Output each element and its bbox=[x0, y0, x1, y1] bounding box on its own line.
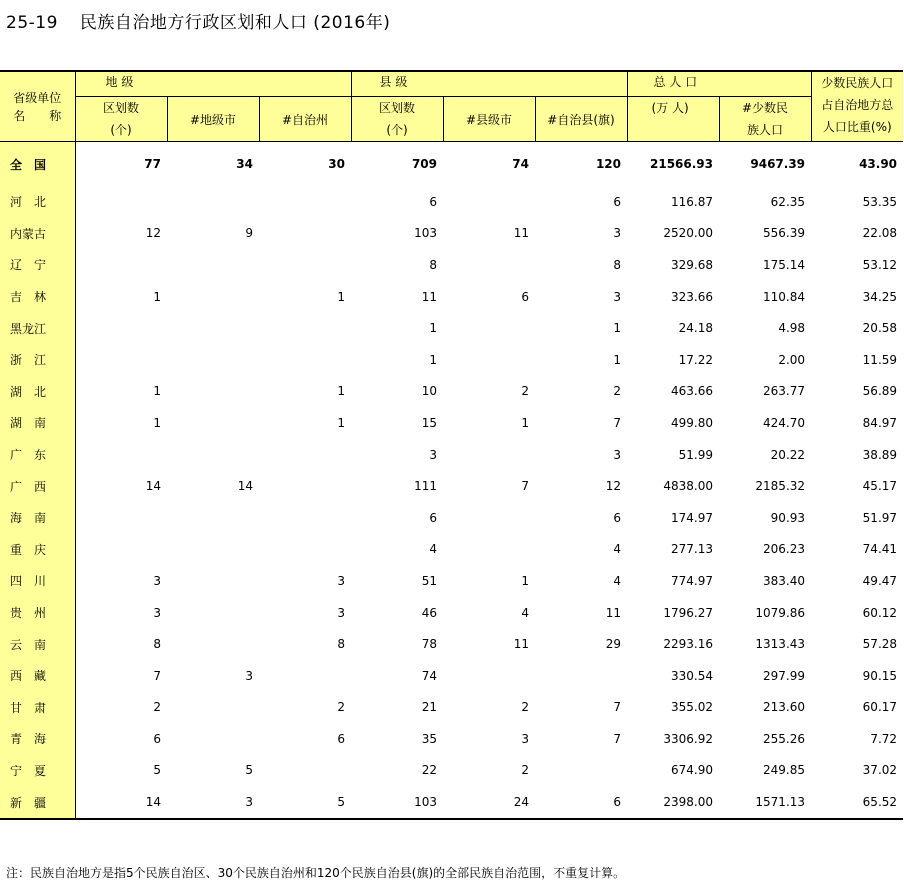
header-prefecture-count-line2: (个) bbox=[110, 123, 132, 137]
header-total-pop-group bbox=[627, 71, 811, 97]
minority-population-cell: 213.60 bbox=[763, 700, 806, 715]
county-count-cell: 51 bbox=[421, 573, 437, 588]
minority-population-cell: 263.77 bbox=[763, 384, 806, 399]
county-count-cell: 111 bbox=[414, 479, 437, 494]
autonomous-county-count-cell: 11 bbox=[605, 605, 622, 620]
total-population-cell: 2293.16 bbox=[663, 637, 714, 652]
county-count-cell: 21 bbox=[421, 700, 437, 715]
prefecture-city-count-cell bbox=[167, 186, 259, 218]
minority-population-cell: 1313.43 bbox=[755, 637, 806, 652]
header-province bbox=[0, 71, 75, 142]
autonomous-county-count-cell: 6 bbox=[613, 194, 622, 209]
autonomous-county-count-cell: 1 bbox=[613, 352, 622, 367]
county-city-count-cell: 2 bbox=[521, 700, 529, 715]
county-count-cell: 1 bbox=[429, 352, 437, 367]
table-row bbox=[0, 439, 903, 471]
total-population-cell: 3306.92 bbox=[663, 731, 714, 746]
table-row bbox=[0, 723, 903, 755]
minority-population-cell: 9467.39 bbox=[750, 157, 806, 171]
county-count-cell: 3 bbox=[429, 447, 437, 462]
prefecture-count-cell: 2 bbox=[153, 700, 161, 715]
autonomous-prefecture-count-cell: 6 bbox=[337, 731, 345, 746]
table-row bbox=[0, 502, 903, 534]
prefecture-count-cell: 3 bbox=[153, 573, 161, 588]
county-city-count-cell bbox=[443, 502, 535, 534]
table-row bbox=[0, 186, 903, 218]
county-city-count-cell: 3 bbox=[521, 731, 529, 746]
table-body bbox=[0, 142, 903, 819]
prefecture-count-cell: 7 bbox=[153, 668, 161, 683]
minority-population-cell: 249.85 bbox=[763, 763, 806, 778]
total-population-cell: 1796.27 bbox=[663, 605, 714, 620]
prefecture-city-count-cell bbox=[167, 502, 259, 534]
table-row bbox=[0, 281, 903, 313]
total-population-cell: 774.97 bbox=[671, 573, 714, 588]
province-name: 四 川 bbox=[0, 565, 75, 597]
province-name: 黑龙江 bbox=[0, 312, 75, 344]
prefecture-city-count-cell bbox=[167, 628, 259, 660]
autonomous-county-count-cell: 120 bbox=[595, 157, 622, 171]
minority-ratio-cell: 7.72 bbox=[870, 731, 898, 746]
autonomous-county-count-cell bbox=[535, 755, 627, 787]
prefecture-count-cell bbox=[75, 439, 167, 471]
minority-population-cell: 424.70 bbox=[763, 415, 806, 430]
table-row bbox=[0, 249, 903, 281]
minority-ratio-cell: 38.89 bbox=[862, 447, 898, 462]
autonomous-prefecture-count-cell bbox=[259, 186, 351, 218]
prefecture-count-cell: 14 bbox=[75, 786, 167, 819]
autonomous-prefecture-count-cell: 30 bbox=[328, 157, 345, 171]
county-city-count-cell: 24 bbox=[443, 786, 535, 819]
minority-population-cell: 2185.32 bbox=[755, 479, 806, 494]
minority-population-cell: 1571.13 bbox=[719, 786, 811, 819]
province-name: 甘 肃 bbox=[0, 692, 75, 724]
header-ratio-line3: 人口比重(%) bbox=[822, 120, 892, 134]
province-name: 广 东 bbox=[0, 439, 75, 471]
autonomous-prefecture-count-cell bbox=[259, 312, 351, 344]
minority-ratio-cell: 53.12 bbox=[862, 257, 898, 272]
autonomous-county-count-cell: 2 bbox=[613, 384, 622, 399]
autonomous-prefecture-count-cell: 1 bbox=[337, 415, 345, 430]
table-row-total bbox=[0, 142, 903, 187]
minority-population-cell: 383.40 bbox=[763, 573, 806, 588]
prefecture-city-count-cell bbox=[167, 534, 259, 566]
autonomous-prefecture-count-cell bbox=[259, 660, 351, 692]
minority-ratio-cell: 45.17 bbox=[862, 479, 898, 494]
minority-population-cell: 255.26 bbox=[763, 731, 806, 746]
header-province-line1: 省级单位 bbox=[13, 90, 62, 105]
table-row bbox=[0, 692, 903, 724]
prefecture-count-cell bbox=[75, 249, 167, 281]
minority-ratio-cell: 22.08 bbox=[862, 226, 898, 241]
province-name: 重 庆 bbox=[0, 534, 75, 566]
prefecture-city-count-cell bbox=[167, 249, 259, 281]
autonomous-county-count-cell: 7 bbox=[613, 700, 622, 715]
prefecture-city-count-cell bbox=[167, 281, 259, 313]
table-row bbox=[0, 312, 903, 344]
minority-ratio-cell: 11.59 bbox=[862, 352, 898, 367]
table-row bbox=[0, 534, 903, 566]
autonomous-prefecture-count-cell bbox=[259, 534, 351, 566]
total-population-cell: 277.13 bbox=[671, 542, 714, 557]
autonomous-prefecture-count-cell: 1 bbox=[337, 384, 345, 399]
minority-ratio-cell: 60.17 bbox=[862, 700, 898, 715]
minority-population-cell: 90.93 bbox=[770, 510, 806, 525]
header-total-pop-label: 总 人 口 bbox=[653, 75, 698, 89]
province-name: 宁 夏 bbox=[0, 755, 75, 787]
county-city-count-cell: 2 bbox=[521, 384, 529, 399]
data-table bbox=[0, 70, 903, 820]
county-city-count-cell: 2 bbox=[521, 763, 529, 778]
prefecture-count-cell bbox=[75, 312, 167, 344]
minority-ratio-cell: 51.97 bbox=[862, 510, 898, 525]
header-prefecture-group bbox=[75, 71, 351, 97]
prefecture-count-cell: 12 bbox=[145, 226, 161, 241]
prefecture-city-count-cell bbox=[167, 565, 259, 597]
prefecture-city-count-cell: 9 bbox=[245, 226, 253, 241]
autonomous-county-count-cell: 6 bbox=[613, 510, 622, 525]
county-count-cell: 1 bbox=[429, 321, 437, 336]
autonomous-prefecture-count-cell: 3 bbox=[337, 573, 345, 588]
table-row bbox=[0, 786, 903, 819]
province-name: 吉 林 bbox=[0, 281, 75, 313]
minority-ratio-cell: 84.97 bbox=[862, 415, 898, 430]
province-name: 浙 江 bbox=[0, 344, 75, 376]
header-autonomous-prefecture: #自治州 bbox=[259, 97, 351, 142]
prefecture-city-count-cell bbox=[167, 597, 259, 629]
header-prefecture-count bbox=[75, 97, 167, 142]
county-count-cell: 74 bbox=[421, 668, 437, 683]
minority-population-cell: 297.99 bbox=[763, 668, 806, 683]
autonomous-county-count-cell bbox=[535, 660, 627, 692]
autonomous-prefecture-count-cell: 3 bbox=[337, 605, 345, 620]
county-count-cell: 15 bbox=[421, 415, 437, 430]
autonomous-prefecture-count-cell: 1 bbox=[337, 289, 345, 304]
total-population-cell: 174.97 bbox=[671, 510, 714, 525]
minority-population-cell: 556.39 bbox=[763, 226, 806, 241]
county-city-count-cell bbox=[443, 249, 535, 281]
province-name: 海 南 bbox=[0, 502, 75, 534]
county-count-cell: 103 bbox=[414, 226, 437, 241]
province-name: 西 藏 bbox=[0, 660, 75, 692]
province-name: 广 西 bbox=[0, 470, 75, 502]
autonomous-county-count-cell: 8 bbox=[613, 257, 622, 272]
header-county-group bbox=[351, 71, 627, 97]
province-name: 新 疆 bbox=[0, 786, 75, 819]
table-row bbox=[0, 755, 903, 787]
autonomous-county-count-cell: 4 bbox=[613, 542, 622, 557]
prefecture-city-count-cell bbox=[167, 376, 259, 408]
autonomous-prefecture-count-cell bbox=[259, 344, 351, 376]
province-name: 辽 宁 bbox=[0, 249, 75, 281]
prefecture-city-count-cell bbox=[167, 407, 259, 439]
province-name: 河 北 bbox=[0, 186, 75, 218]
table-row bbox=[0, 407, 903, 439]
minority-ratio-cell: 65.52 bbox=[811, 786, 903, 819]
minority-population-cell: 175.14 bbox=[763, 257, 806, 272]
table-title: 民族自治地方行政区划和人口 (2016年) bbox=[79, 13, 391, 33]
header-total-pop-unit-label: (万 人) bbox=[651, 101, 689, 115]
total-population-cell: 323.66 bbox=[671, 289, 714, 304]
prefecture-count-cell: 5 bbox=[153, 763, 161, 778]
prefecture-count-cell bbox=[75, 186, 167, 218]
autonomous-county-count-cell: 3 bbox=[613, 289, 622, 304]
prefecture-count-cell bbox=[75, 344, 167, 376]
total-population-cell: 21566.93 bbox=[650, 157, 714, 171]
prefecture-count-cell: 6 bbox=[153, 731, 161, 746]
county-city-count-cell bbox=[443, 186, 535, 218]
county-count-cell: 6 bbox=[429, 194, 437, 209]
header-minority-pop-line2: 族人口 bbox=[747, 123, 784, 137]
header-prefecture-city: #地级市 bbox=[167, 97, 259, 142]
total-population-cell: 674.90 bbox=[671, 763, 714, 778]
county-city-count-cell: 1 bbox=[521, 573, 529, 588]
table-row bbox=[0, 470, 903, 502]
county-count-cell: 10 bbox=[421, 384, 437, 399]
total-population-cell: 2398.00 bbox=[627, 786, 719, 819]
table-row bbox=[0, 660, 903, 692]
province-name: 湖 北 bbox=[0, 376, 75, 408]
county-count-cell: 35 bbox=[421, 731, 437, 746]
minority-ratio-cell: 56.89 bbox=[862, 384, 898, 399]
autonomous-prefecture-count-cell bbox=[259, 502, 351, 534]
province-name: 内蒙古 bbox=[0, 218, 75, 250]
table-row bbox=[0, 597, 903, 629]
footnote: 注：民族自治地方是指5个民族自治区、30个民族自治州和120个民族自治县(旗)的全部民族自治范围，不重复计算。 bbox=[6, 866, 626, 880]
county-city-count-cell: 6 bbox=[521, 289, 529, 304]
prefecture-count-cell: 1 bbox=[153, 289, 161, 304]
header-prefecture-group-label: 地 级 bbox=[105, 75, 134, 89]
prefecture-count-cell: 1 bbox=[153, 415, 161, 430]
autonomous-prefecture-count-cell: 2 bbox=[337, 700, 345, 715]
prefecture-city-count-cell: 34 bbox=[236, 157, 253, 171]
province-name: 贵 州 bbox=[0, 597, 75, 629]
county-city-count-cell bbox=[443, 534, 535, 566]
total-population-cell: 329.68 bbox=[671, 257, 714, 272]
autonomous-county-count-cell: 3 bbox=[613, 447, 622, 462]
minority-ratio-cell: 57.28 bbox=[862, 637, 898, 652]
header-ratio-line2: 占自治地方总 bbox=[821, 98, 894, 112]
page-title bbox=[6, 8, 390, 33]
county-city-count-cell: 74 bbox=[512, 157, 529, 171]
prefecture-count-cell bbox=[75, 502, 167, 534]
minority-ratio-cell: 49.47 bbox=[862, 573, 898, 588]
prefecture-city-count-cell bbox=[167, 439, 259, 471]
autonomous-prefecture-count-cell bbox=[259, 218, 351, 250]
county-count-cell: 4 bbox=[429, 542, 437, 557]
prefecture-city-count-cell bbox=[167, 723, 259, 755]
header-ratio-line1: 少数民族人口 bbox=[821, 76, 894, 90]
prefecture-city-count-cell: 14 bbox=[237, 479, 253, 494]
autonomous-prefecture-count-cell bbox=[259, 439, 351, 471]
table-row bbox=[0, 376, 903, 408]
total-population-cell: 499.80 bbox=[671, 415, 714, 430]
county-city-count-cell bbox=[443, 660, 535, 692]
autonomous-county-count-cell: 6 bbox=[535, 786, 627, 819]
prefecture-city-count-cell: 3 bbox=[245, 668, 253, 683]
minority-ratio-cell: 90.15 bbox=[862, 668, 898, 683]
autonomous-prefecture-count-cell bbox=[259, 249, 351, 281]
total-population-cell: 116.87 bbox=[671, 194, 714, 209]
county-count-cell: 46 bbox=[421, 605, 437, 620]
minority-population-cell: 62.35 bbox=[770, 194, 806, 209]
autonomous-county-count-cell: 7 bbox=[613, 415, 622, 430]
minority-ratio-cell: 60.12 bbox=[862, 605, 898, 620]
minority-population-cell: 110.84 bbox=[763, 289, 806, 304]
autonomous-county-count-cell: 12 bbox=[605, 479, 622, 494]
minority-population-cell: 1079.86 bbox=[755, 605, 806, 620]
autonomous-county-count-cell: 1 bbox=[613, 321, 622, 336]
prefecture-count-cell: 14 bbox=[145, 479, 161, 494]
header-minority-pop-line1: #少数民 bbox=[741, 101, 789, 115]
minority-ratio-cell: 43.90 bbox=[859, 157, 898, 171]
autonomous-prefecture-count-cell bbox=[259, 470, 351, 502]
county-city-count-cell bbox=[443, 344, 535, 376]
header-prefecture-count-line1: 区划数 bbox=[102, 101, 139, 115]
table-row bbox=[0, 344, 903, 376]
autonomous-county-count-cell: 29 bbox=[605, 637, 622, 652]
header-county-count bbox=[351, 97, 443, 142]
minority-population-cell: 2.00 bbox=[778, 352, 806, 367]
header-total-pop-unit bbox=[627, 97, 719, 142]
minority-ratio-cell: 34.25 bbox=[862, 289, 898, 304]
total-population-cell: 2520.00 bbox=[663, 226, 714, 241]
minority-ratio-cell: 37.02 bbox=[862, 763, 898, 778]
total-population-cell: 355.02 bbox=[671, 700, 714, 715]
total-population-cell: 51.99 bbox=[678, 447, 714, 462]
header-minority-pop bbox=[719, 97, 811, 142]
prefecture-count-cell: 77 bbox=[144, 157, 161, 171]
autonomous-prefecture-count-cell: 5 bbox=[259, 786, 351, 819]
prefecture-count-cell bbox=[75, 534, 167, 566]
county-city-count-cell: 1 bbox=[521, 415, 529, 430]
header-county-count-line1: 区划数 bbox=[378, 101, 415, 115]
county-count-cell: 103 bbox=[351, 786, 443, 819]
prefecture-city-count-cell: 3 bbox=[167, 786, 259, 819]
table-row bbox=[0, 628, 903, 660]
prefecture-city-count-cell bbox=[167, 344, 259, 376]
header-county-count-line2: (个) bbox=[386, 123, 408, 137]
county-city-count-cell bbox=[443, 439, 535, 471]
province-name: 青 海 bbox=[0, 723, 75, 755]
header-province-line2: 名 称 bbox=[13, 108, 62, 123]
county-city-count-cell: 4 bbox=[521, 605, 529, 620]
minority-population-cell: 20.22 bbox=[770, 447, 806, 462]
header-county-group-label: 县 级 bbox=[379, 75, 408, 89]
total-population-cell: 463.66 bbox=[671, 384, 714, 399]
prefecture-city-count-cell bbox=[167, 312, 259, 344]
total-population-cell: 17.22 bbox=[678, 352, 714, 367]
county-count-cell: 6 bbox=[429, 510, 437, 525]
total-population-cell: 24.18 bbox=[678, 321, 714, 336]
autonomous-county-count-cell: 7 bbox=[613, 731, 622, 746]
header-autonomous-county: #自治县(旗) bbox=[535, 97, 627, 142]
county-count-cell: 11 bbox=[421, 289, 437, 304]
minority-ratio-cell: 53.35 bbox=[862, 194, 898, 209]
table-row bbox=[0, 565, 903, 597]
header-county-city: #县级市 bbox=[443, 97, 535, 142]
total-population-cell: 330.54 bbox=[671, 668, 714, 683]
county-count-cell: 78 bbox=[421, 637, 437, 652]
county-count-cell: 709 bbox=[411, 157, 437, 171]
table-row bbox=[0, 218, 903, 250]
county-count-cell: 8 bbox=[429, 257, 437, 272]
autonomous-county-count-cell: 4 bbox=[613, 573, 622, 588]
county-city-count-cell: 7 bbox=[521, 479, 529, 494]
header-ratio bbox=[811, 71, 903, 142]
table-number: 25-19 bbox=[6, 13, 58, 33]
county-city-count-cell: 11 bbox=[513, 226, 529, 241]
prefecture-count-cell: 1 bbox=[153, 384, 161, 399]
autonomous-county-count-cell: 3 bbox=[613, 226, 622, 241]
minority-ratio-cell: 20.58 bbox=[862, 321, 898, 336]
total-population-cell: 4838.00 bbox=[663, 479, 714, 494]
minority-population-cell: 206.23 bbox=[763, 542, 806, 557]
prefecture-city-count-cell bbox=[167, 692, 259, 724]
prefecture-count-cell: 8 bbox=[153, 637, 161, 652]
province-name: 云 南 bbox=[0, 628, 75, 660]
county-city-count-cell bbox=[443, 312, 535, 344]
prefecture-city-count-cell: 5 bbox=[245, 763, 253, 778]
minority-population-cell: 4.98 bbox=[778, 321, 806, 336]
province-name: 全 国 bbox=[0, 142, 75, 187]
autonomous-prefecture-count-cell: 8 bbox=[337, 637, 345, 652]
minority-ratio-cell: 74.41 bbox=[862, 542, 898, 557]
county-count-cell: 22 bbox=[421, 763, 437, 778]
prefecture-count-cell: 3 bbox=[153, 605, 161, 620]
county-city-count-cell: 11 bbox=[513, 637, 529, 652]
autonomous-prefecture-count-cell bbox=[259, 755, 351, 787]
province-name: 湖 南 bbox=[0, 407, 75, 439]
